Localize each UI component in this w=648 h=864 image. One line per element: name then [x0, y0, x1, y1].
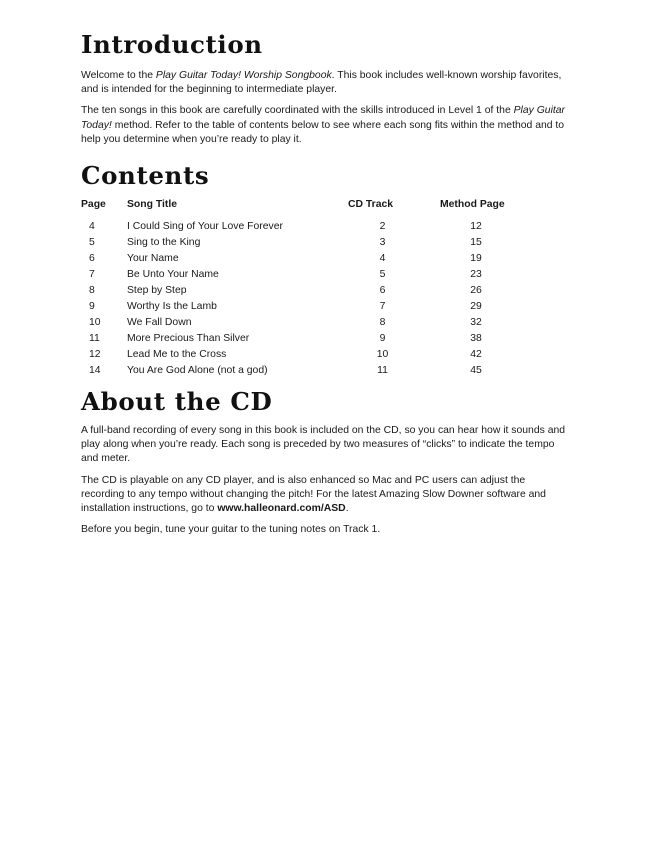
- cell-page: 4: [89, 221, 95, 233]
- intro-paragraph-2: The ten songs in this book are carefully coordinated with the skills introduced in Level 1 of the Play Guitar Today! method. Refer to the table of contents below to see where each song fits within the method and to help you determine when you’re ready to play it.: [81, 105, 566, 145]
- cell-page: 11: [89, 333, 100, 345]
- cell-cd-track: 9: [379, 333, 386, 345]
- cell-cd-track: 7: [379, 301, 386, 313]
- cell-cd-track: 2: [379, 221, 386, 233]
- table-row: [81, 331, 540, 347]
- column-header-cd-track: CD Track: [348, 199, 394, 211]
- cell-page: 12: [89, 349, 101, 361]
- cell-method-page: 45: [470, 365, 482, 377]
- intro-paragraph-1: Welcome to the Play Guitar Today! Worship Songbook. This book includes well-known worship favorites, and is intended for the beginning to intermediate player.: [81, 70, 562, 96]
- cell-method-page: 23: [470, 269, 482, 281]
- cell-method-page: 29: [470, 301, 482, 313]
- cell-song-title: More Precious Than Silver: [127, 333, 250, 345]
- about-cd-paragraph-1: A full-band recording of every song in this book is included on the CD, so you can hear how it sounds and play along when you’re ready. Each song is preceded by two measures of “clicks” to indicate the tempo and meter.: [81, 425, 566, 465]
- about-cd-paragraph-3: Before you begin, tune your guitar to the tuning notes on Track 1.: [81, 524, 381, 536]
- cell-song-title: We Fall Down: [127, 317, 192, 329]
- cell-method-page: 19: [470, 253, 482, 265]
- cell-cd-track: 8: [379, 317, 386, 329]
- cell-page: 5: [89, 237, 95, 249]
- cell-cd-track: 6: [379, 285, 386, 297]
- cell-song-title: You Are God Alone (not a god): [127, 365, 268, 377]
- about-cd-heading: About the CD: [81, 387, 273, 417]
- cell-method-page: 12: [470, 221, 482, 233]
- cell-method-page: 42: [470, 349, 482, 361]
- document-page: [81, 30, 571, 544]
- website-link[interactable]: www.halleonard.com/ASD: [217, 503, 346, 515]
- cell-song-title: Your Name: [127, 253, 179, 265]
- table-row: [81, 283, 540, 299]
- cell-page: 14: [89, 365, 101, 377]
- cell-song-title: Lead Me to the Cross: [127, 349, 227, 361]
- cell-method-page: 32: [470, 317, 482, 329]
- table-row: [81, 219, 540, 235]
- table-row: [81, 235, 540, 251]
- contents-table: [81, 199, 540, 379]
- cell-page: 7: [89, 269, 95, 281]
- table-row: [81, 251, 540, 267]
- cell-cd-track: 10: [376, 349, 389, 361]
- cell-page: 6: [89, 253, 95, 265]
- table-row: [81, 299, 540, 315]
- contents-heading: Contents: [81, 161, 210, 191]
- cell-song-title: Step by Step: [127, 285, 187, 297]
- cell-cd-track: 3: [379, 237, 386, 249]
- column-header-page: Page: [81, 199, 106, 211]
- cell-cd-track: 11: [377, 365, 388, 377]
- cell-song-title: Be Unto Your Name: [127, 269, 219, 281]
- column-header-song-title: Song Title: [127, 199, 178, 211]
- cell-cd-track: 5: [379, 269, 386, 281]
- cell-cd-track: 4: [379, 253, 386, 265]
- cell-song-title: Sing to the King: [127, 237, 201, 249]
- table-row: [81, 315, 540, 331]
- cell-page: 10: [89, 317, 101, 329]
- cell-method-page: 26: [470, 285, 482, 297]
- table-row: [81, 363, 540, 379]
- cell-song-title: I Could Sing of Your Love Forever: [127, 221, 283, 233]
- about-cd-paragraph-2: The CD is playable on any CD player, and is also enhanced so Mac and PC users can adjust the recording to any tempo without changing the pitch! For the latest Amazing Slow Downer software and installation instructions, go to www.halleonard.com/ASD.: [81, 474, 546, 515]
- table-row: [81, 267, 540, 283]
- cell-song-title: Worthy Is the Lamb: [127, 301, 217, 313]
- column-header-method-page: Method Page: [440, 199, 505, 211]
- cell-page: 9: [89, 301, 95, 313]
- table-row: [81, 347, 540, 363]
- cell-method-page: 15: [470, 237, 482, 249]
- introduction-heading: Introduction: [81, 30, 263, 59]
- contents-header-row: [81, 199, 540, 213]
- cell-method-page: 38: [470, 333, 482, 345]
- cell-page: 8: [89, 285, 95, 297]
